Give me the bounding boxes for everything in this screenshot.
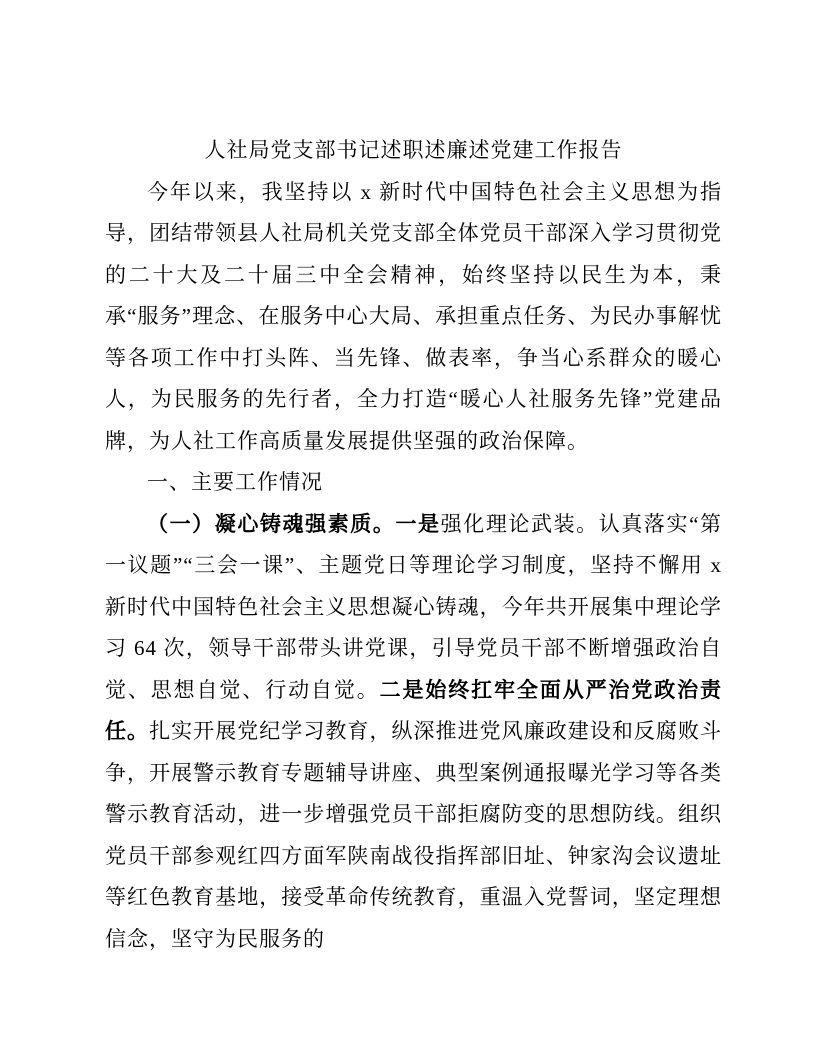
paragraph-body-text-2: 扎实开展党纪学习教育，纵深推进党风廉政建设和反腐败斗争，开展警示教育专题辅导讲座、典型案例通报曝光学习等各类警示教育活动，进一步增强党员干部拒腐防变的思想防线。组织党员干部参观红四方面军陕南战役指挥部旧址、钟家沟会议遗址等红色教育基地，接受革命传统教育，重温入党誓词，坚定理想信念，坚守为民服务的 — [105, 719, 723, 951]
body-paragraph — [105, 504, 722, 961]
paragraph-lead-bold: （一）凝心铸魂强素质。一是 — [147, 511, 441, 536]
intro-paragraph: 今年以来，我坚持以 x 新时代中国特色社会主义思想为指导，团结带领县人社局机关党支部全体党员干部深入学习贯彻党的二十大及二十届三中全会精神，始终坚持以民生为本，秉承“服务”理念、在服务中心大局、承担重点任务、为民办事解忧等各项工作中打头阵、当先锋、做表率，争当心系群众的暖心人，为民服务的先行者，全力打造“暖心人社服务先锋”党建品牌，为人社工作高质量发展提供坚强的政治保障。 — [105, 179, 722, 453]
document-title: 人社局党支部书记述职述廉述党建工作报告 — [204, 138, 623, 162]
paragraph-body-text: 强化理论武装。认真落实“第一议题”“三会一课”、主题党日等理论学习制度，坚持不懈用 x 新时代中国特色社会主义思想凝心铸魂，今年共开展集中理论学习 64 次，领导干部带头讲党课，引导党员干部不断增强政治自觉、思想自觉、行动自觉。 — [105, 511, 723, 702]
section-heading: 一、主要工作情况 — [147, 470, 323, 494]
paragraph-second-bold: 二是始终扛牢全面从严治党政治责任。 — [105, 677, 723, 743]
